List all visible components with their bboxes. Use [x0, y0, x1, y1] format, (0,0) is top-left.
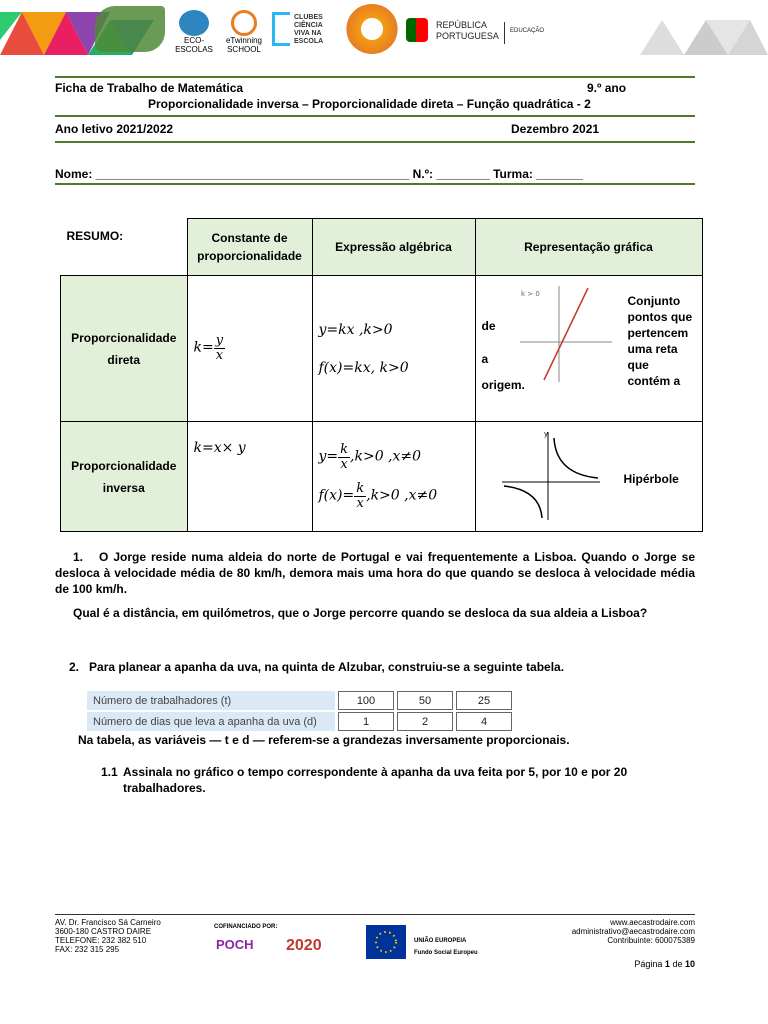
- summary-label: RESUMO:: [66, 228, 124, 243]
- direct-proportion-graph: [516, 282, 616, 386]
- school-year: Ano letivo 2021/2022: [55, 122, 174, 136]
- question-2-note: Na tabela, as variáveis — t e d — referem-se a grandezas inversamente proporcionais.: [78, 733, 570, 747]
- agrupamento-logo: [95, 6, 165, 52]
- worksheet-title: Ficha de Trabalho de Matemática: [55, 81, 244, 95]
- table-row: [87, 691, 512, 710]
- table-row: [87, 712, 512, 731]
- inverse-graph-cell: [475, 422, 702, 532]
- eu-flag: [366, 925, 406, 959]
- table-cell: 25: [456, 691, 512, 710]
- table-cell: 1: [338, 712, 394, 731]
- subtitle-rule: [55, 115, 695, 117]
- row-direct: [61, 276, 188, 422]
- row-label-days: Número de dias que leva a apanha da uva (d): [87, 712, 335, 731]
- question-2-text: Para planear a apanha da uva, na quinta de Alzubar, construiu-se a seguinte tabela.: [89, 660, 565, 674]
- question-1-text: O Jorge reside numa aldeia do norte de Portugal e vai frequentemente a Lisboa. Quando o Jorge se desloca à velocidade média de 80 km/h, demora mais uma hora do que quando se desloca à velocidade média de 100 km/h.: [55, 550, 695, 596]
- direct-desc-left: de a origem.: [481, 319, 525, 392]
- svg-text:y: y: [543, 430, 548, 438]
- worksheet-date: Dezembro 2021: [511, 122, 600, 136]
- harvest-table: [84, 689, 515, 733]
- worksheet-subtitle: Proporcionalidade inversa – Proporcionalidade direta – Função quadrática - 2: [148, 97, 591, 111]
- table-cell: 2: [397, 712, 453, 731]
- inverse-desc: Hipérbole: [623, 472, 679, 486]
- question-1-prompt: Qual é a distância, em quilómetros, que o Jorge percorre quando se desloca da sua aldeia a Lisboa?: [73, 606, 648, 620]
- grade-label: 9.º ano: [587, 81, 627, 95]
- poch-logo: POCH: [216, 937, 254, 952]
- question-2: [69, 659, 564, 675]
- question-1: [55, 549, 695, 597]
- question-1-number: 1.: [73, 550, 84, 564]
- header-banner: ECO-ESCOLAS eTwinning SCHOOL CLUBES CIÊNCIA VIVA NA ESCOLA REPÚBLICA PORTUGUESA EDUCAÇÃO: [0, 0, 768, 58]
- question-2-1-text: Assinala no gráfico o tempo correspondente à apanha da uva feita por 5, por 10 e por 20 trabalhadores.: [123, 765, 628, 795]
- header-graph: Representação gráfica: [475, 219, 702, 276]
- question-2-number: 2.: [69, 660, 80, 674]
- portugal2020-logo: 2020: [286, 937, 322, 954]
- inverse-expr-2: f(x)= $\frac{k}{x}$ ,k>0 ,x≠0: [318, 480, 438, 511]
- direct-graph-cell: [475, 276, 702, 422]
- direct-expr-1: y=kx ,k>0: [318, 321, 393, 338]
- footer-rule: [55, 914, 695, 915]
- row-inverse: [61, 422, 188, 532]
- website-link[interactable]: www.aecastrodaire.com: [610, 918, 695, 927]
- top-rule: [55, 76, 695, 78]
- table-cell: 50: [397, 691, 453, 710]
- inverse-constant: k=x× y: [187, 422, 312, 532]
- email-link[interactable]: administrativo@aecastrodaire.com: [571, 927, 695, 936]
- school-contact: www.aecastrodaire.com administrativo@aecastrodaire.com Contribuinte: 600075389: [571, 918, 695, 945]
- etwinning-logo: eTwinning SCHOOL: [224, 10, 264, 54]
- question-2-1: [101, 764, 661, 796]
- name-number-class-line: Nome: _______________________________________________ N.º: ________ Turma: _______: [55, 167, 583, 181]
- direct-expr-2: f(x)=kx, k>0: [318, 359, 409, 376]
- row-label-workers: Número de trabalhadores (t): [87, 691, 335, 710]
- question-2-1-number: 1.1: [101, 765, 118, 779]
- hyperbola-graph: [500, 428, 604, 524]
- direct-constant: k= $\frac{y}{x}$: [187, 276, 312, 422]
- name-rule: [55, 183, 695, 185]
- row-inverse-label: Proporcionalidade inversa: [71, 458, 177, 495]
- table-cell: 4: [456, 712, 512, 731]
- page-number: Página 1 de 10: [634, 959, 695, 969]
- header-constant: Constante de proporcionalidade: [187, 219, 312, 276]
- cofinancing-logos: COFINANCIADO POR: POCH 2020 UNIÃO EUROPEIA Fundo Social Europeu: [212, 921, 502, 963]
- eco-escolas-logo: ECO-ESCOLAS: [170, 10, 218, 54]
- summary-table: [60, 218, 703, 532]
- header-expression: Expressão algébrica: [312, 219, 475, 276]
- school-address: AV. Dr. Francisco Sá Carneiro 3600-180 CASTRO DAIRE TELEFONE: 232 382 510 FAX: 232 315 295: [55, 918, 161, 954]
- svg-text:k > 0: k > 0: [520, 290, 540, 298]
- row-direct-label: Proporcionalidade direta: [71, 330, 177, 367]
- direct-expression: [312, 276, 475, 422]
- ciencia-viva-logo: CLUBES CIÊNCIA VIVA NA ESCOLA: [272, 10, 338, 46]
- flower-logo: [346, 4, 398, 54]
- date-rule: [55, 141, 695, 143]
- table-cell: 100: [338, 691, 394, 710]
- inverse-expr-1: y= $\frac{k}{x}$ ,k>0 ,x≠0: [318, 441, 422, 472]
- direct-desc-right: Conjunto pontos que pertencem uma reta que contém a: [627, 294, 693, 388]
- inverse-expression: [312, 422, 475, 532]
